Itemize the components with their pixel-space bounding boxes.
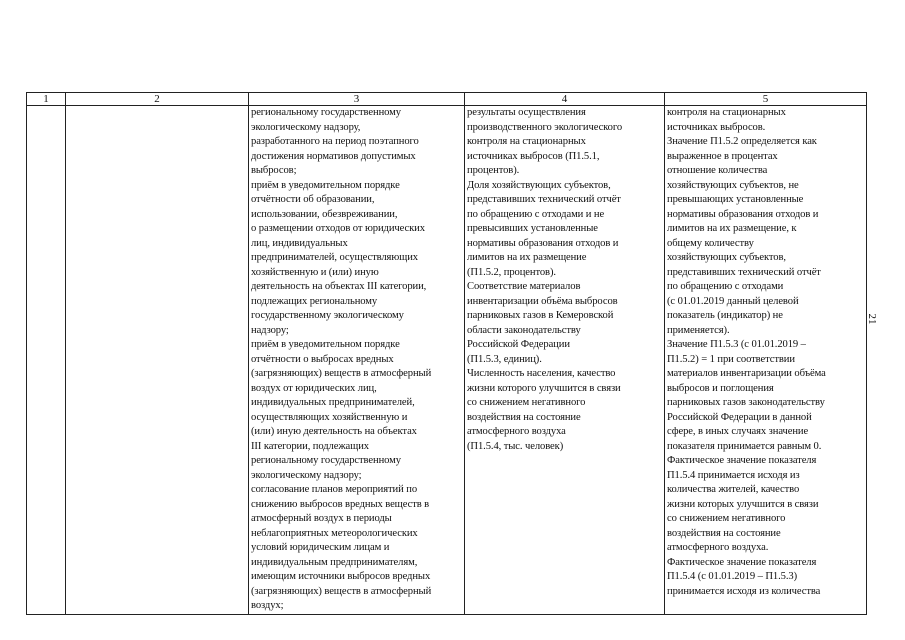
cell-col-5	[665, 106, 867, 615]
header-col-1: 1	[27, 93, 66, 106]
cell-col-3-text: региональному государственному экологическому надзору, разработанного на период поэтапного достижения нормативов допустимых выбросов; приём в уведомительном порядке отчётности об образовании, использовании, обезвреживании, о размещении отходов от юридических лиц, индивидуальных предпринимателей, осуществляющих хозяйственную и (или) иную деятельность на объектах III категории, подлежащих региональному государственному экологическому надзору; приём в уведомительном порядке отчётности о выбросах вредных (загрязняющих) веществ в атмосферный воздух от юридических лиц, индивидуальных предпринимателей, осуществляющих хозяйственную и (или) иную деятельность на объектах III категории, подлежащих региональному государственному экологическому надзору; согласование планов мероприятий по снижению выбросов вредных веществ в атмосферный воздух в периоды неблагоприятных метеорологических условий юридическим лицам и индивидуальным предпринимателям, имеющим источники выбросов вредных (загрязняющих) веществ в атмосферный воздух;	[251, 107, 432, 611]
header-col-2: 2	[66, 93, 249, 106]
cell-col-2	[66, 106, 249, 615]
header-col-3: 3	[249, 93, 465, 106]
cell-col-1	[27, 106, 66, 615]
page-number: 21	[866, 313, 878, 325]
cell-col-5-text: контроля на стационарных источниках выбросов. Значение П1.5.2 определяется как выраженное в процентах отношение количества хозяйствующих субъектов, не превышающих установленные нормативы образования отходов и лимитов на их размещение, к общему количеству хозяйствующих субъектов, представивших технический отчёт по обращению с отходами (с 01.01.2019 данный целевой показатель (индикатор) не применяется). Значение П1.5.3 (с 01.01.2019 – П1.5.2) = 1 при соответствии материалов инвентаризации объёма выбросов и поглощения парниковых газов законодательству Российской Федерации в данной сфере, в иных случаях значение показателя принимается равным 0. Фактическое значение показателя П1.5.4 принимается исходя из количества жителей, качество жизни которых улучшится в связи со снижением негативного воздействия на состояние атмосферного воздуха. Фактическое значение показателя П1.5.4 (с 01.01.2019 – П1.5.3) принимается исходя из количества	[667, 107, 826, 597]
header-col-4: 4	[465, 93, 665, 106]
cell-col-4	[465, 106, 665, 615]
header-col-5: 5	[665, 93, 867, 106]
cell-col-3	[249, 106, 465, 615]
table-row	[27, 106, 867, 615]
header-row	[27, 93, 867, 106]
document-table	[26, 92, 867, 615]
cell-col-4-text: результаты осуществления производственного экологического контроля на стационарных источниках выбросов (П1.5.1, процентов). Доля хозяйствующих субъектов, представивших технический отчёт по обращению с отходами и не превысивших установленные нормативы образования отходов и лимитов на их размещение (П1.5.2, процентов). Соответствие материалов инвентаризации объёма выбросов парниковых газов в Кемеровской области законодательству Российской Федерации (П1.5.3, единиц). Численность населения, качество жизни которого улучшится в связи со снижением негативного воздействия на состояние атмосферного воздуха (П1.5.4, тыс. человек)	[467, 107, 623, 452]
